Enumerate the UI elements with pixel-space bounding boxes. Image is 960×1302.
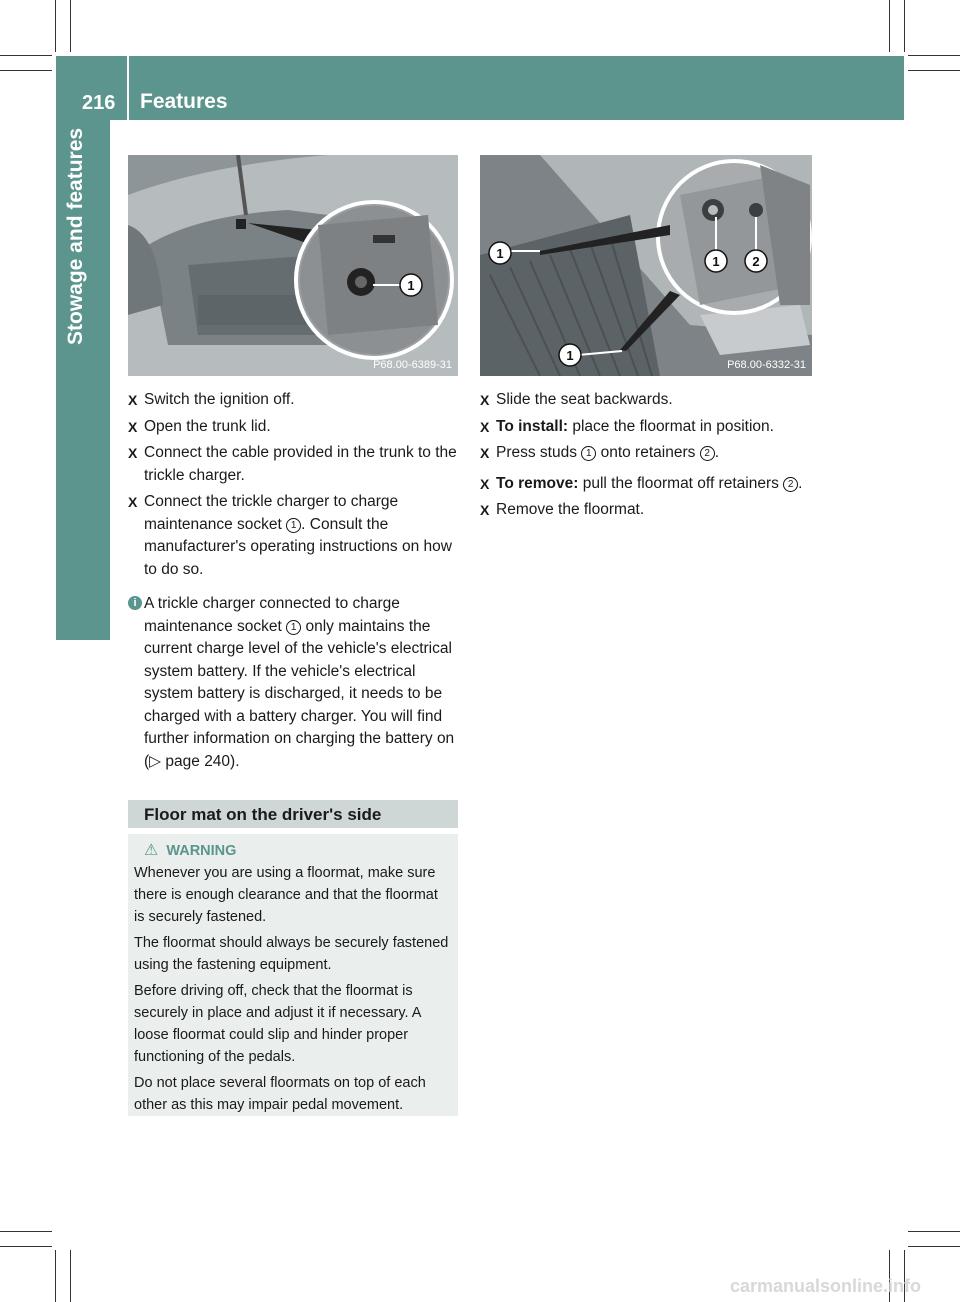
step-text: onto retainers [596,444,700,461]
step-text: . [798,474,803,492]
step-text: Connect the trickle charger to charge maintenance socket [144,493,399,533]
warning-paragraph: Do not place several floormats on top of each other as this may impair pedal movement. [134,1075,426,1113]
figure-code: P68.00-6389-31 [373,359,452,371]
chapter-tab [56,120,110,640]
chapter-tab-label: Stowage and features [64,128,87,346]
instruction-step [480,473,812,496]
step-label: To remove: [496,474,579,492]
note-text: only maintains the current charge level of the vehicle's electrical system battery. If the vehicle's electrical system battery is discharged, it needs to be charged with a battery charger. You will find further information on charging the battery on ( [144,617,455,770]
page-number: 216 [82,92,116,114]
instruction-step [128,491,460,581]
instruction-step [128,389,460,412]
page-header [56,56,904,120]
warning-paragraph: The floormat should always be securely fastened using the fastening equipment. [134,935,449,973]
page-reference-link[interactable]: page 240). [161,752,240,770]
callout-ref: 1 [581,446,596,461]
step-text: Remove the floormat. [496,501,645,518]
step-marker: X [480,502,490,518]
step-text: Connect the cable provided in the trunk to the trickle charger. [144,444,457,484]
crop-mark [70,0,71,52]
step-text: . [714,444,719,461]
crop-mark [70,1250,71,1302]
instruction-step [480,389,812,412]
svg-text:2: 2 [752,254,760,269]
watermark: carmanualsonline.info [730,1276,922,1296]
step-marker: X [480,445,490,461]
step-text: . Consult the manufacturer's operating instructions on how to do so. [144,515,452,578]
trunk-socket-figure [128,155,458,376]
step-text: place the floormat in position. [568,417,774,435]
step-text: Switch the ignition off. [144,391,295,408]
step-marker: X [128,392,138,408]
warning-paragraph: Before driving off, check that the floormat is securely in place and adjust it if necessary. A loose floormat could slip and hinder proper functioning of the pedals. [134,983,421,1065]
step-label: To install: [496,417,569,435]
step-text: Open the trunk lid. [144,417,271,435]
floormat-figure [480,155,812,376]
info-note [128,593,460,773]
header-divider [127,56,129,120]
step-marker: X [480,475,490,492]
crop-mark [908,55,960,56]
warning-box [128,834,458,1116]
crop-mark [889,0,890,52]
info-icon: i [128,596,142,610]
crop-mark [908,1246,960,1247]
svg-text:1: 1 [712,254,720,269]
svg-text:1: 1 [566,348,574,363]
step-marker: X [128,418,138,435]
crop-mark [0,1246,52,1247]
section-heading: Floor mat on the driver's side [128,800,458,828]
step-marker: X [128,494,138,510]
step-text: Press studs [496,444,582,461]
instruction-step [480,499,812,522]
crop-mark [0,70,52,71]
section-title: Features [140,90,228,113]
crop-mark [908,1231,960,1232]
instruction-step [480,442,812,465]
step-marker: X [480,392,490,408]
callout-ref: 2 [700,446,715,461]
callout-ref: 1 [286,620,301,635]
instruction-step [128,442,460,487]
crop-mark [55,0,56,52]
note-text: A trickle charger connected to charge maintenance socket [144,595,400,635]
crop-mark [0,55,52,56]
instruction-step [480,416,812,439]
warning-header [134,840,452,862]
step-marker: X [128,445,138,461]
warning-title: WARNING [166,843,237,859]
svg-text:1: 1 [496,246,504,261]
figure-code: P68.00-6332-31 [727,359,806,371]
crop-mark [908,70,960,71]
left-column [128,389,460,773]
crop-mark [0,1231,52,1232]
crop-mark [55,1250,56,1302]
step-text: pull the floormat off retainers [578,474,784,492]
svg-text:1: 1 [407,278,415,293]
callout-ref: 2 [783,477,798,492]
step-marker: X [480,418,490,435]
callout-ref: 1 [286,518,301,533]
page-ref-arrow-icon: ▷ [149,752,162,770]
warning-paragraph: Whenever you are using a floormat, make sure there is enough clearance and that the floormat is securely fastened. [134,865,438,925]
instruction-step [128,416,460,439]
right-column [480,389,812,526]
crop-mark [904,0,905,52]
warning-triangle-icon: ⚠ [144,842,159,859]
step-text: Slide the seat backwards. [496,391,673,408]
